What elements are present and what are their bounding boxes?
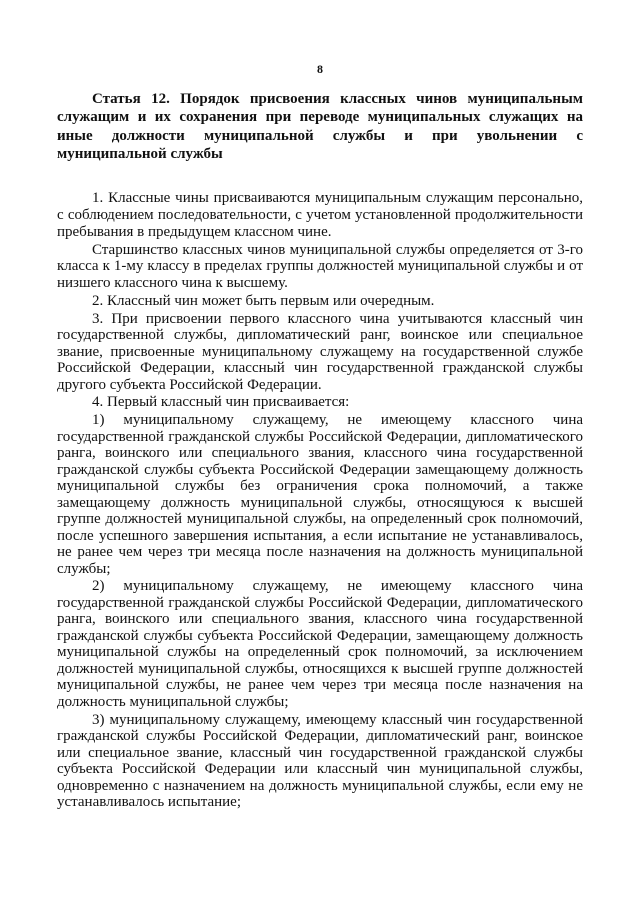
article-heading: Статья 12. Порядок присвоения классных чинов муниципальным служащим и их сохранения при переводе муниципальных служащих на иные должности муниципальной службы и при увольнении с муниципальной службы: [57, 91, 583, 163]
article-content: [57, 90, 583, 811]
page-number: 8: [317, 62, 323, 76]
list-item-3: 3) муниципальному служащему, имеющему классный чин государственной гражданской службы Российской Федерации, дипломатический ранг, воинское или специальное звание, классный чин государственной гражданской службы субъекта Российской Федерации или классный чин муниципальной службы, одновременно с назначением на должность муниципальной службы, если ему не устанавливалось испытание;: [57, 711, 583, 811]
paragraph-4: 4. Первый классный чин присваивается:: [92, 394, 350, 411]
list-item-2: 2) муниципальному служащему, не имеющему классного чина государственной гражданской службы Российской Федерации, дипломатического ранга, воинского или специального звания, классного чина государственной гражданской службы субъекта Российской Федерации, замещающему должность муниципальной службы на определенный срок полномочий, за исключением должностей муниципальной службы, относящихся к высшей группе должностей муниципальной службы, не ранее чем через три месяца после назначения на должность муниципальной службы;: [57, 578, 583, 710]
paragraph-seniority: Старшинство классных чинов муниципальной службы определяется от 3-го класса к 1-му классу в пределах группы должностей муниципальной службы и от низшего классного чина к высшему.: [57, 241, 583, 291]
paragraph-1: 1. Классные чины присваиваются муниципальным служащим персонально, с соблюдением последовательности, с учетом установленной продолжительности пребывания в предыдущем классном чине.: [57, 189, 583, 240]
paragraph-3: 3. При присвоении первого классного чина учитываются классный чин государственной службы, дипломатический ранг, воинское или специальное звание, присвоенные муниципальному служащему на государственной службе Российской Федерации, классный чин государственной гражданской службы другого субъекта Российской Федерации.: [57, 310, 583, 393]
article-body: [57, 190, 583, 811]
list-item-1: 1) муниципальному служащему, не имеющему классного чина государственной гражданской службы Российской Федерации, дипломатического ранга, воинского или специального звания, классного чина государственной гражданской службы субъекта Российской Федерации замещающему должность муниципальной службы без ограничения срока полномочий, а также замещающему должность муниципальной службы, относящуюся к высшей группе должностей муниципальной службы, на определенный срок полномочий, после успешного завершения испытания, а если испытание не устанавливалось, не ранее чем через три месяца после назначения на должность муниципальной службы;: [57, 412, 583, 577]
paragraph-2: 2. Классный чин может быть первым или очередным.: [92, 292, 435, 309]
